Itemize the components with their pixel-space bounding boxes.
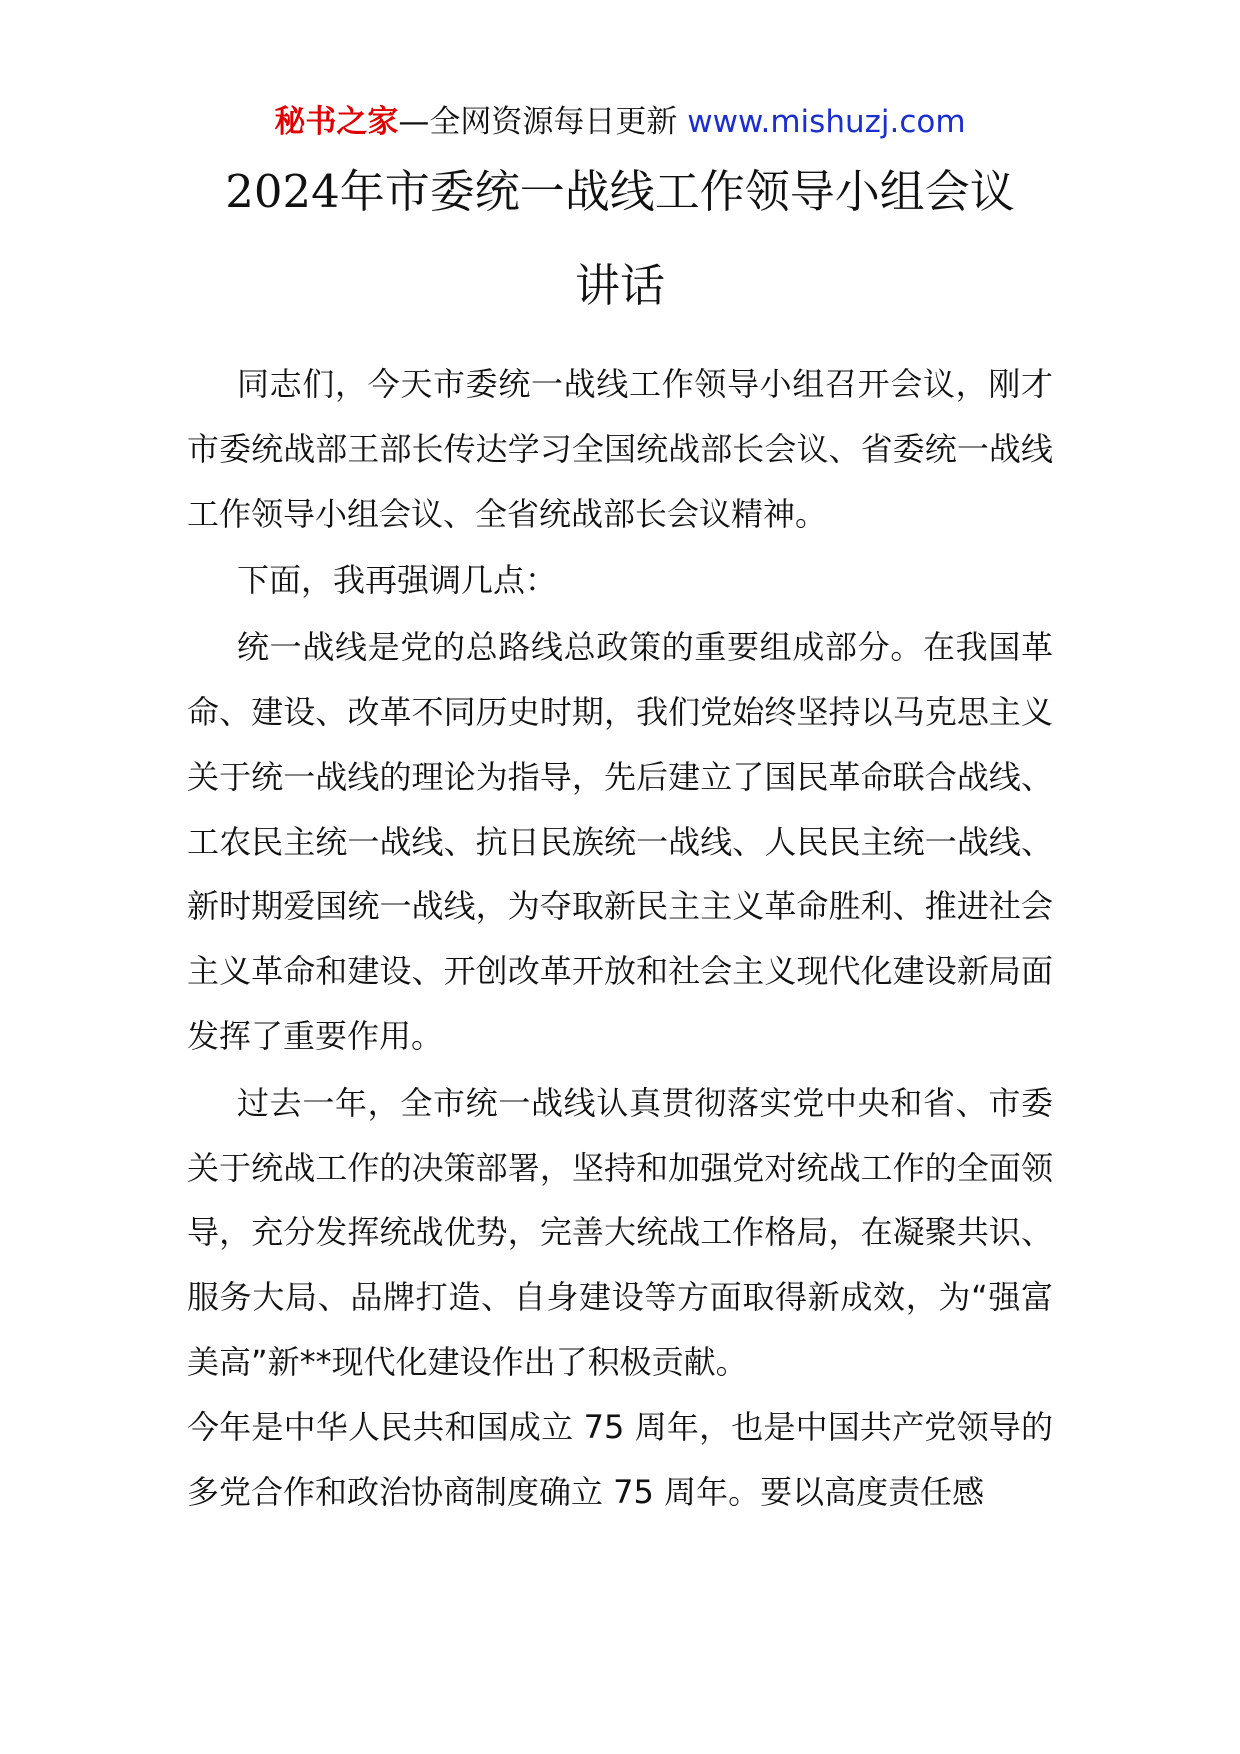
paragraph-opening: 同志们，今天市委统一战线工作领导小组召开会议，刚才市委统战部王部长传达学习全国统战部长会议、省委统一战线工作领导小组会议、全省统战部长会议精神。 (187, 365, 1053, 533)
site-header-banner (0, 100, 1240, 144)
brand-name: 秘书之家 (274, 104, 399, 140)
title-year: 2024 (225, 165, 340, 218)
header-tagline: —全网资源每日更新 (398, 104, 678, 140)
paragraph-united-front-history: 统一战线是党的总路线总政策的重要组成部分。在我国革命、建设、改革不同历史时期，我们党始终坚持以马克思主义关于统一战线的理论为指导，先后建立了国民革命联合战线、工农民主统一战线、抗日民族统一战线、人民民主统一战线、新时期爱国统一战线，为夺取新民主主义革命胜利、推进社会主义革命和建设、开创改革开放和社会主义现代化建设新局面发挥了重要作用。 (187, 628, 1053, 1055)
document-title-line-2: 讲话 (574, 259, 665, 312)
paragraph-transition: 下面，我再强调几点： (237, 561, 558, 600)
document-body (187, 352, 1053, 1524)
document-title-line-1 (0, 160, 1240, 224)
paragraph-past-year: 过去一年，全市统一战线认真贯彻落实党中央和省、市委关于统战工作的决策部署，坚持和加强党对统战工作的全面领导，充分发挥统战优势，完善大统战工作格局，在凝聚共识、服务大局、品牌打造、自身建设等方面取得新成效，为“强富美高”新**现代化建设作出了积极贡献。 (187, 1083, 1053, 1381)
title-text-1: 年市委统一战线工作领导小组会议 (339, 165, 1015, 218)
site-url-link[interactable]: www.mishuzj.com (687, 104, 966, 140)
paragraph-anniversary: 今年是中华人民共和国成立 75 周年，也是中国共产党领导的多党合作和政治协商制度确立 75 周年。要以高度责任感 (187, 1407, 1053, 1511)
